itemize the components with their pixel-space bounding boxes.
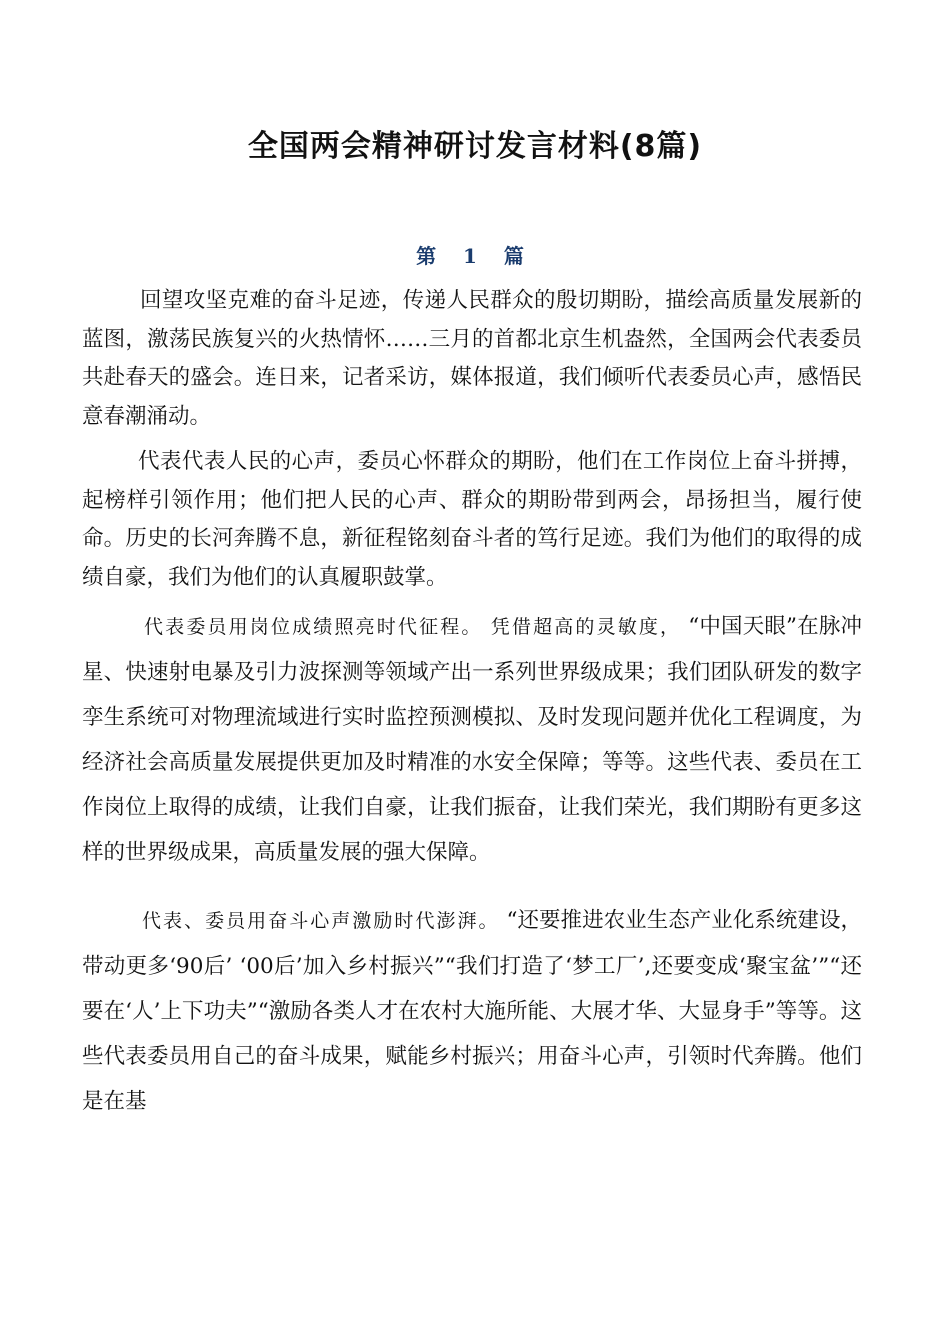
paragraph-4-body: “还要推进农业生态产业化系统建设，带动更多‘90后’ ‘00后’加入乡村振兴”“我们打造了‘梦工厂’,还要变成‘聚宝盆’”“还要在‘人’上下功夫”“激励各类人才在农村大施所能、大展才华、大显身手”等等。这些代表委员用自己的奋斗成果，赋能乡村振兴；用奋斗心声，引领时代奔腾。他们是在基 [82,908,862,1114]
paragraph-2: 代表代表人民的心声，委员心怀群众的期盼，他们在工作岗位上奋斗拼搏，起榜样引领作用；他们把人民的心声、群众的期盼带到两会，昂扬担当，履行使命。历史的长河奔腾不息，新征程铭刻奋斗者的笃行足迹。我们为他们的取得的成绩自豪，我们为他们的认真履职鼓掌。 [82,449,862,590]
section-heading: 第 1 篇 [416,244,534,268]
paragraph-3-body: “中国天眼”在脉冲星、快速射电暴及引力波探测等领域产出一系列世界级成果；我们团队研发的数字孪生系统可对物理流域进行实时监控预测模拟、及时发现问题并优化工程调度，为经济社会高质量发展提供更加及时精准的水安全保障；等等。这些代表、委员在工作岗位上取得的成绩，让我们自豪，让我们振奋，让我们荣光，我们期盼有更多这样的世界级成果，高质量发展的强大保障。 [82,614,862,865]
paragraph-4-lead: 代表、委员用奋斗心声激励时代澎湃。 [142,910,500,932]
document-title: 全国两会精神研讨发言材料(8篇) [247,129,703,164]
paragraph-1: 回望攻坚克难的奋斗足迹，传递人民群众的殷切期盼，描绘高质量发展新的蓝图，激荡民族复兴的火热情怀……三月的首都北京生机盎然，全国两会代表委员共赴春天的盛会。连日来，记者采访，媒体报道，我们倾听代表委员心声，感悟民意春潮涌动。 [82,288,862,429]
paragraph-4 [82,898,862,1124]
paragraph-3 [82,604,862,875]
paragraph-3-lead: 代表委员用岗位成绩照亮时代征程。 凭借超高的灵敏度， [144,616,682,638]
